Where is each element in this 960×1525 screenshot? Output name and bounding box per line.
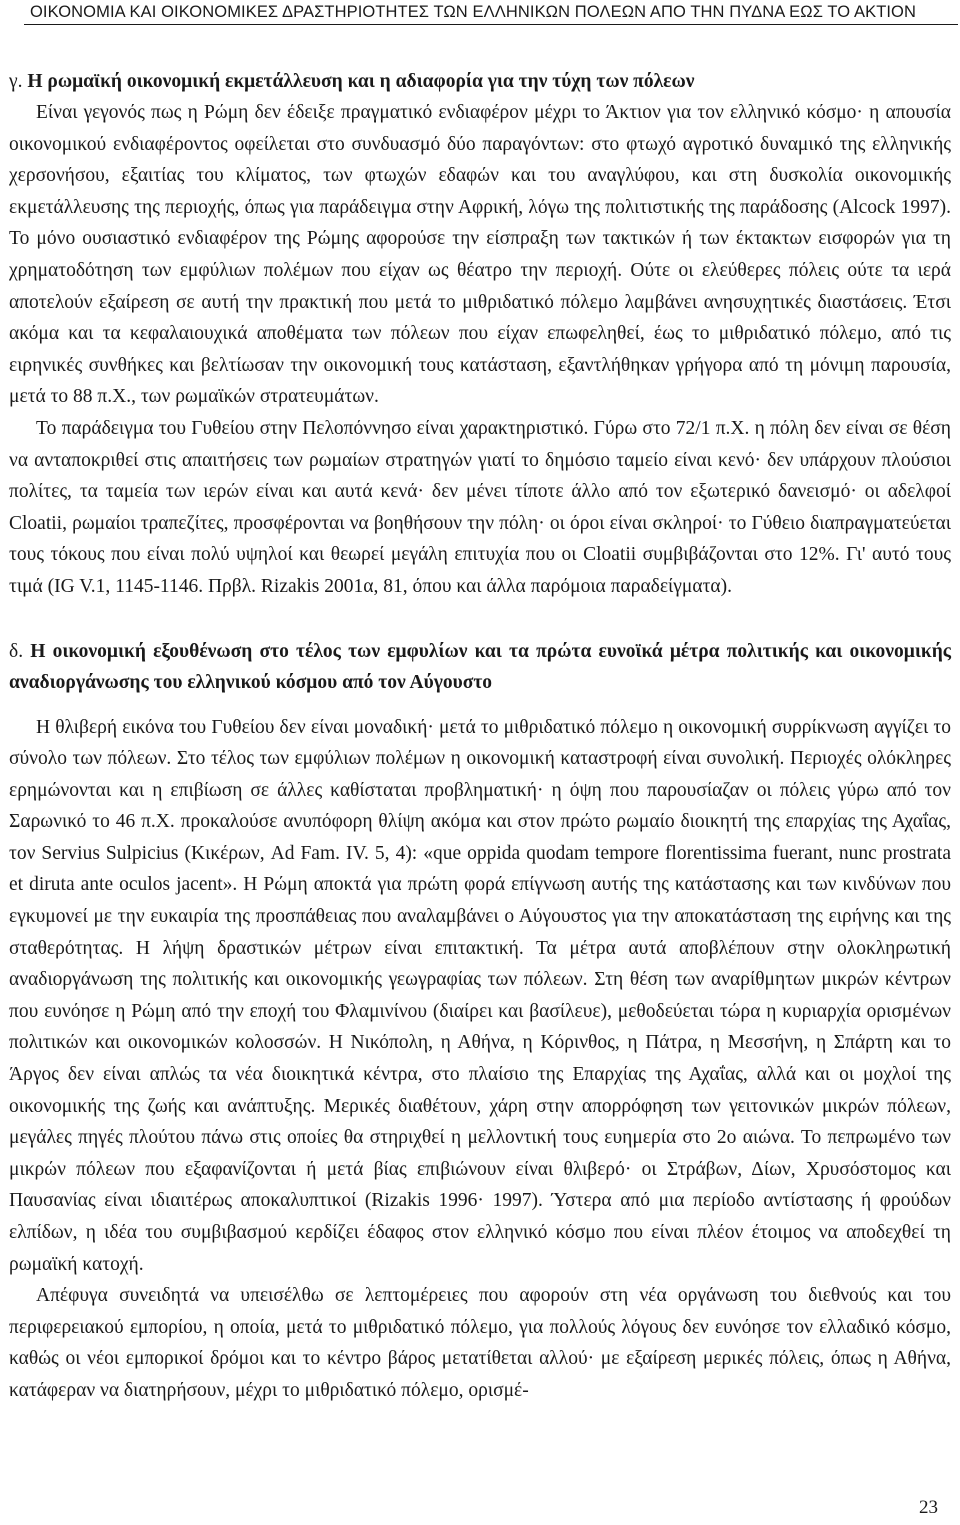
section-heading-c: [9, 66, 951, 97]
section-letter: δ.: [9, 640, 24, 662]
paragraph: Απέφυγα συνειδητά να υπεισέλθω σε λεπτομέρειες που αφορούν στη νέα οργάνωση του διεθνούς και του περιφερειακού εμπορίου, η οποία, μετά το μιθριδατικό πόλεμο, για πολλούς λόγους δεν ευνόησε τον ελλαδικό κόσμο, καθώς οι νέοι εμπορικοί δρόμοι και το κέντρο βάρος μετατίθεται αλλού· με εξαίρεση μερικές πόλεις, όπως η Αθήνα, κατάφεραν να διατηρήσουν, μέχρι το μιθριδατικό πόλεμο, ορισμέ-: [9, 1285, 951, 1401]
paragraph: Είναι γεγονός πως η Ρώμη δεν έδειξε πραγματικό ενδιαφέρον μέχρι το Άκτιον για τον ελληνικό κόσμο· η απουσία οικονομικού ενδιαφέροντος οφείλεται στο συνδυασμό δύο παραγόντων: στο φτωχό αγροτικό δυναμικό της ελληνικής χερσονήσου, εξαιτίας του κλίματος, των φτωχών εδαφών και του αναγλύφου, και στη δυσκολία οικονομικής εκμετάλλευσης της περιοχής, όπως για παράδειγμα στην Αφρική, λόγω της πολιτιστικής της παράδοσης (Alcock 1997). Το μόνο ουσιαστικό ενδιαφέρον της Ρώμης αφορούσε την είσπραξη των τακτικών ή των έκτακτων εισφορών για τη χρηματοδότηση των εμφύλιων πολέμων που είχαν ως θέατρο την περιοχή. Ούτε οι ελεύθερες πόλεις ούτε τα ιερά αποτελούν εξαίρεση σε αυτή την πρακτική που μετά το μιθριδατικό πόλεμο λαμβάνει ανησυχητικές διαστάσεις. Έτσι ακόμα και τα κεφαλαιουχικά αποθέματα των πόλεων που είχαν επωφεληθεί, έως το μιθριδατικό πόλεμο, από τις ειρηνικές συνθήκες και βελτίωσαν την οικονομική τους κατάσταση, εξαντλήθηκαν γρήγορα από τη μόνιμη παρουσία, μετά το 88 π.Χ., των ρωμαϊκών στρατευμάτων.: [9, 102, 951, 408]
section-letter: γ.: [9, 71, 23, 92]
running-header: ΟΙΚΟΝΟΜΙΑ ΚΑΙ ΟΙΚΟΝΟΜΙΚΕΣ ΔΡΑΣΤΗΡΙΟΤΗΤΕΣ ΤΩΝ ΕΛΛΗΝΙΚΩΝ ΠΟΛΕΩΝ ΑΠΟ ΤΗΝ ΠΥΔΝΑ ΕΩΣ ΤΟ ΑΚΤΙΟΝ: [30, 3, 917, 21]
paragraph: Η θλιβερή εικόνα του Γυθείου δεν είναι μοναδική· μετά το μιθριδατικό πόλεμο η οικονομική συρρίκνωση αγγίζει το σύνολο των πόλεων. Στο τέλος των εμφύλιων πολέμων η οικονομική καταστροφή είναι συνολική. Περιοχές ολόκληρες ερημώνονται και η επιβίωση σε άλλες καθίσταται προβληματική· η όψη που παρουσίαζαν οι πόλεις γύρω από τον Σαρωνικό το 46 π.Χ. προκαλούσε ανυπόφορη θλίψη ακόμα και στον πρώτο ρωμαίο διοικητή της επαρχίας της Αχαΐας, τον Servius Sulpicius (Κικέρων, Ad Fam. IV. 5, 4): «que oppida quodam tempore florentissima fuerant, nunc prostrata et diruta ante oculos jacent». Η Ρώμη αποκτά για πρώτη φορά επίγνωση αυτής της κατάστασης και των κινδύνων που εγκυμονεί με την ευκαιρία της προσπάθειας που αναλαμβάνει ο Αύγουστος για την αποκατάσταση της ειρήνης και της σταθερότητας. Η λήψη δραστικών μέτρων είναι επιτακτική. Τα μέτρα αυτά αποβλέπουν στην ολοκληρωτική αναδιοργάνωση της πολιτικής και οικονομικής γεωγραφίας των πόλεων. Στη θέση των αναρίθμητων μικρών κέντρων που ευνόησε η Ρώμη από την εποχή του Φλαμινίνου (διαίρει και βασίλευε), μεθοδεύεται τώρα η κυριαρχία ορισμένων πολιτικών και οικονομικών κολοσσών. Η Νικόπολη, η Αθήνα, η Κόρινθος, η Πάτρα, η Μεσσήνη, η Σπάρτη και το Άργος δεν είναι απλώς τα νέα διοικητικά κέντρα, στο πλαίσιο της Επαρχίας της Αχαΐας, αλλά και οι μοχλοί της οικονομικής της ζωής και ανάπτυξης. Μερικές διαθέτουν, χάρη στην απορρόφηση των γειτονικών μικρών πόλεων, μεγάλες πηγές πλούτου πάνω στις οποίες θα στηριχθεί η μελλοντική τους ευημερία στο 2ο αιώνα. Το πεπρωμένο των μικρών πόλεων που εξαφανίζονται ή μετά βίας επιβιώνουν είναι θλιβερό· οι Στράβων, Δίων, Χρυσόστομος και Παυσανίας είναι ιδιαιτέρως αποκαλυπτικοί (Rizakis 1996· 1997). Ύστερα από μια περίοδο αντίστασης ή φρούδων ελπίδων, η ιδέα του συμβιβασμού κερδίζει έδαφος στον ελληνικό κόσμο που είναι πλέον έτοιμος να αποδεχθεί τη ρωμαϊκή κατοχή.: [9, 716, 951, 1275]
section-heading-d: [9, 636, 951, 698]
page-body: [9, 57, 951, 1407]
section-title: Η οικονομική εξουθένωση στο τέλος των εμφυλίων και τα πρώτα ευνοϊκά μέτρα πολιτικής και οικονομικής αναδιοργάνωσης του ελληνικού κόσμου από τον Αύγουστο: [9, 640, 951, 693]
header-rule: [24, 24, 958, 25]
page-number: 23: [919, 1497, 938, 1518]
paragraph: Το παράδειγμα του Γυθείου στην Πελοπόννησο είναι χαρακτηριστικό. Γύρω στο 72/1 π.Χ. η πόλη δεν είναι σε θέση να ανταποκριθεί στις απαιτήσεις των ρωμαίων στρατηγών γιατί το δημόσιο ταμείο είναι κενό· δεν υπάρχουν πλούσιοι πολίτες, τα ταμεία των ιερών είναι και αυτά κενά· δεν μένει τίποτε άλλο από τον εξωτερικό δανεισμό· οι αδελφοί Cloatii, ρωμαίοι τραπεζίτες, προσφέρονται να βοηθήσουν την πόλη· οι όροι είναι σκληροί· το Γύθειο διαπραγματεύεται τους τόκους που είναι πολύ υψηλοί και θεωρεί μεγάλη επιτυχία που οι Cloatii συμβιβάζονται στο 12%. Γι' αυτό τους τιμά (IG V.1, 1145-1146. Πρβλ. Rizakis 2001α, 81, όπου και άλλα παρόμοια παραδείγματα).: [9, 417, 951, 597]
section-title: Η ρωμαϊκή οικονομική εκμετάλλευση και η αδιαφορία για την τύχη των πόλεων: [27, 71, 695, 92]
